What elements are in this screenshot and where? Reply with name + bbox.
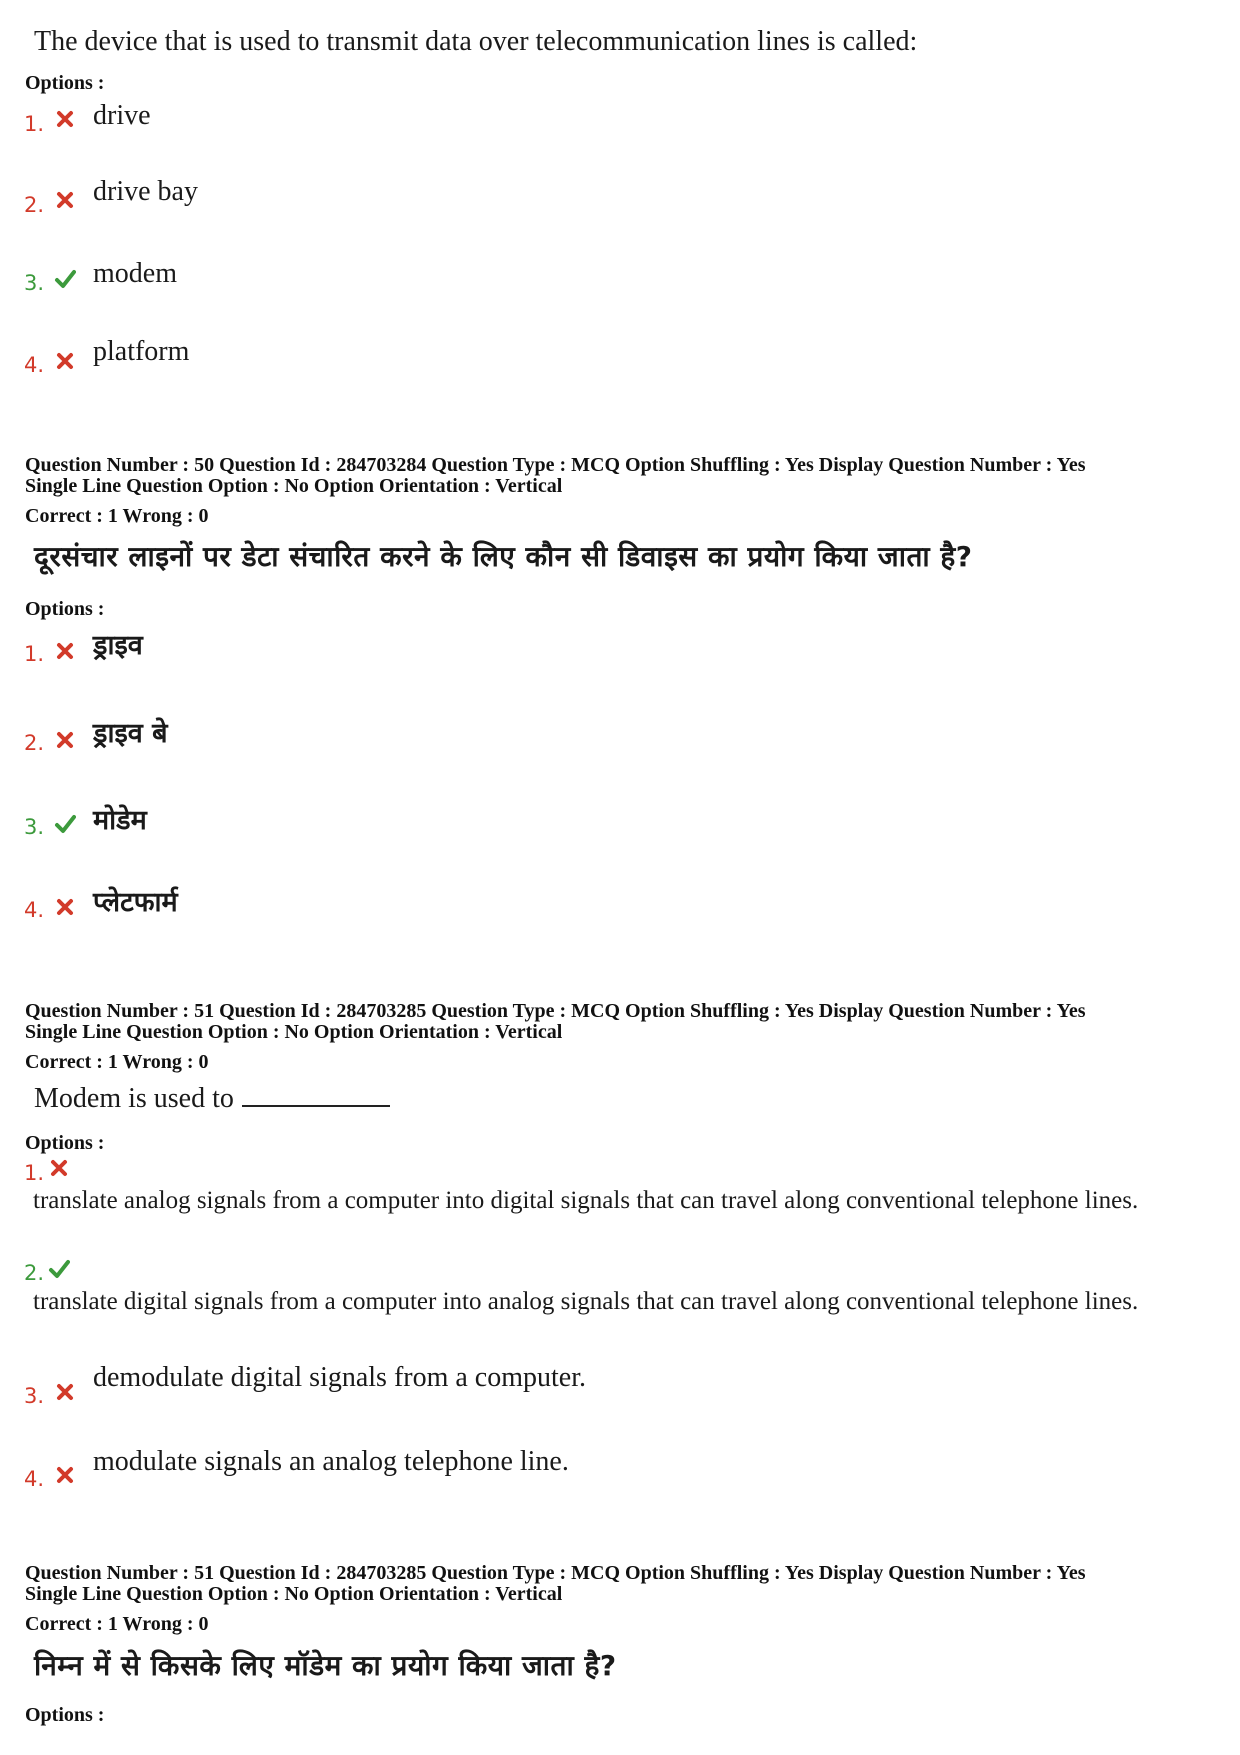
wrong-cross-icon: [54, 350, 76, 372]
option-number: 3.: [24, 1384, 45, 1408]
option-text: translate analog signals from a computer into digital signals that can travel along conventional telephone lines.: [33, 1187, 1139, 1214]
question-meta: [25, 1001, 1085, 1043]
option-text: drive: [93, 100, 151, 131]
option-number: 2.: [24, 1261, 45, 1285]
option-text: ड्राइव बे: [93, 718, 168, 749]
option-text: ड्राइव: [93, 630, 143, 661]
option-text: drive bay: [93, 176, 198, 207]
wrong-cross-icon: [54, 729, 76, 751]
option-text: मोडेम: [93, 805, 147, 836]
option-text: modulate signals an analog telephone line.: [93, 1446, 569, 1477]
wrong-cross-icon: [54, 1381, 76, 1403]
fill-in-blank: [242, 1081, 390, 1107]
meta-line: Single Line Question Option : No Option Orientation : Vertical: [25, 475, 563, 497]
question-stem: The device that is used to transmit data over telecommunication lines is called:: [34, 26, 918, 57]
options-label: Options :: [25, 1132, 105, 1154]
options-label: Options :: [25, 598, 105, 620]
wrong-cross-icon: [48, 1157, 70, 1179]
meta-line: Question Number : 51 Question Id : 284703285 Question Type : MCQ Option Shuffling : Yes Display Question Number : Yes: [25, 1562, 1086, 1584]
question-meta: [25, 1563, 1085, 1605]
marking-scheme: Correct : 1 Wrong : 0: [25, 1613, 209, 1635]
question-stem: दूरसंचार लाइनों पर डेटा संचारित करने के लिए कौन सी डिवाइस का प्रयोग किया जाता है?: [34, 540, 973, 573]
correct-check-icon: [54, 268, 76, 290]
meta-line: Question Number : 50 Question Id : 284703284 Question Type : MCQ Option Shuffling : Yes Display Question Number : Yes: [25, 454, 1086, 476]
option-number: 3.: [24, 271, 45, 295]
marking-scheme: Correct : 1 Wrong : 0: [25, 505, 209, 527]
question-stem: [34, 1081, 390, 1115]
wrong-cross-icon: [54, 108, 76, 130]
correct-check-icon: [48, 1258, 70, 1280]
option-text: modem: [93, 258, 177, 289]
wrong-cross-icon: [54, 896, 76, 918]
option-number: 4.: [24, 898, 45, 922]
wrong-cross-icon: [54, 189, 76, 211]
option-number: 2.: [24, 193, 45, 217]
option-text: translate digital signals from a computer into analog signals that can travel along conventional telephone lines.: [33, 1288, 1139, 1315]
option-text: demodulate digital signals from a computer.: [93, 1362, 586, 1393]
wrong-cross-icon: [54, 640, 76, 662]
option-number: 4.: [24, 1467, 45, 1491]
option-number: 3.: [24, 815, 45, 839]
wrong-cross-icon: [54, 1464, 76, 1486]
question-stem: निम्न में से किसके लिए मॉडेम का प्रयोग किया जाता है?: [34, 1649, 617, 1682]
options-label: Options :: [25, 72, 105, 94]
option-number: 1.: [24, 1161, 45, 1185]
option-number: 1.: [24, 642, 45, 666]
options-label: Options :: [25, 1704, 105, 1726]
meta-line: Single Line Question Option : No Option Orientation : Vertical: [25, 1021, 563, 1043]
option-number: 2.: [24, 731, 45, 755]
question-meta: [25, 455, 1085, 497]
option-number: 1.: [24, 112, 45, 136]
meta-line: Single Line Question Option : No Option Orientation : Vertical: [25, 1583, 563, 1605]
marking-scheme: Correct : 1 Wrong : 0: [25, 1051, 209, 1073]
option-text: प्लेटफार्म: [93, 887, 178, 918]
correct-check-icon: [54, 813, 76, 835]
option-text: platform: [93, 336, 190, 367]
option-number: 4.: [24, 353, 45, 377]
question-stem-text: Modem is used to: [34, 1083, 234, 1114]
meta-line: Question Number : 51 Question Id : 284703285 Question Type : MCQ Option Shuffling : Yes Display Question Number : Yes: [25, 1000, 1086, 1022]
